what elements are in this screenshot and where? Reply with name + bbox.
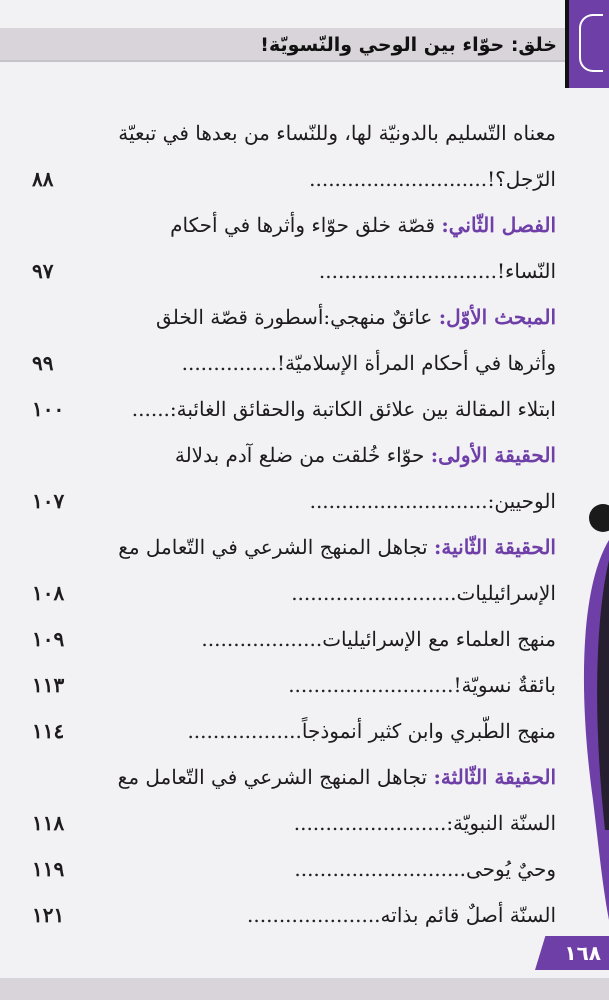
toc-page-number: ١١٣ bbox=[32, 673, 65, 697]
toc-entry-title: النّساء! bbox=[496, 259, 556, 283]
toc-entry-text bbox=[288, 662, 556, 708]
toc-entry bbox=[32, 386, 556, 432]
toc-entry-title: منهج العلماء مع الإسرائيليات bbox=[322, 627, 556, 651]
toc-section-label: الحقيقة الأولى: bbox=[430, 443, 556, 467]
toc-entry bbox=[32, 846, 556, 892]
toc-page-number: ١٠٩ bbox=[32, 627, 65, 651]
toc-entry-text bbox=[319, 248, 556, 294]
toc-section-label: الفصل الثّاني: bbox=[441, 213, 556, 237]
toc-entry bbox=[32, 110, 556, 156]
toc-section-label: الحقيقة الثّالثة: bbox=[433, 765, 556, 789]
toc-entry bbox=[32, 202, 556, 248]
toc-leader-dots: .......................... bbox=[288, 673, 454, 697]
toc-entry bbox=[32, 524, 556, 570]
toc-entry-title: وحيٌ يُوحى bbox=[466, 857, 556, 881]
page-header bbox=[0, 0, 609, 86]
toc-leader-dots: .................. bbox=[187, 719, 302, 743]
toc-entry-text bbox=[118, 110, 556, 156]
toc-section-label: المبحث الأوّل: bbox=[438, 305, 556, 329]
toc-entry-title: معناه التّسليم بالدونيّة لها، وللنّساء من بعدها في تبعيّة bbox=[118, 121, 556, 145]
toc-entry bbox=[32, 800, 556, 846]
toc-entry bbox=[32, 248, 556, 294]
toc-entry-text bbox=[310, 478, 556, 524]
toc-page-number: ١١٩ bbox=[32, 857, 65, 881]
toc-leader-dots: ..................... bbox=[247, 903, 381, 927]
toc-entry bbox=[32, 708, 556, 754]
toc-entry-title: تجاهل المنهج الشرعي في التّعامل مع bbox=[118, 535, 434, 559]
toc-entry-title: وأثرها في أحكام المرأة الإسلاميّة! bbox=[276, 351, 556, 375]
toc-entry-title: قصّة خلق حوّاء وأثرها في أحكام bbox=[170, 213, 442, 237]
toc-leader-dots: .......................... bbox=[291, 581, 457, 605]
toc-page-number: ٩٩ bbox=[32, 351, 54, 375]
toc-entry-title: عائقٌ منهجي:أسطورة قصّة الخلق bbox=[156, 305, 439, 329]
toc-entry bbox=[32, 662, 556, 708]
toc-entry-title: تجاهل المنهج الشرعي في التّعامل مع bbox=[117, 765, 434, 789]
toc-entry-title: حوّاء خُلقت من ضلع آدم بدلالة bbox=[174, 443, 431, 467]
toc-entry-text bbox=[294, 800, 556, 846]
toc-leader-dots: ............................ bbox=[309, 167, 488, 191]
toc-page-number: ١٠٨ bbox=[32, 581, 65, 605]
toc-page-number: ١١٨ bbox=[32, 811, 65, 835]
toc-entry-title: الرّجل؟! bbox=[487, 167, 556, 191]
toc-entry-text bbox=[294, 846, 556, 892]
book-title: خلق: حوّاء بين الوحي والنّسويّة! bbox=[260, 34, 557, 56]
toc-entry-title: منهج الطّبري وابن كثير أنموذجاً bbox=[301, 719, 556, 743]
toc-entry bbox=[32, 340, 556, 386]
footer-bar bbox=[0, 978, 609, 1000]
toc-leader-dots: ........................ bbox=[293, 811, 447, 835]
toc-leader-dots: ...... bbox=[131, 397, 170, 421]
book-logo bbox=[565, 0, 609, 88]
toc-entry-text bbox=[156, 294, 556, 340]
toc-page-number: ٨٨ bbox=[32, 167, 54, 191]
toc-entry bbox=[32, 616, 556, 662]
toc-entry bbox=[32, 570, 556, 616]
toc-entry bbox=[32, 294, 556, 340]
toc-leader-dots: ............................ bbox=[318, 259, 497, 283]
toc-entry-text bbox=[175, 432, 556, 478]
toc-leader-dots: ................... bbox=[201, 627, 323, 651]
toc-entry-title: بائقةٌ نسويّة! bbox=[453, 673, 556, 697]
table-of-contents bbox=[32, 110, 556, 938]
toc-entry-text bbox=[309, 156, 556, 202]
toc-entry-text bbox=[118, 754, 556, 800]
toc-section-label: الحقيقة الثّانية: bbox=[433, 535, 556, 559]
toc-entry-text bbox=[182, 340, 556, 386]
toc-entry-text bbox=[247, 892, 556, 938]
toc-entry bbox=[32, 478, 556, 524]
toc-leader-dots: ........................... bbox=[294, 857, 467, 881]
toc-entry-title: السنّة النبويّة: bbox=[446, 811, 556, 835]
face-profile-icon bbox=[579, 14, 603, 72]
toc-entry-title: الإسرائيليات bbox=[456, 581, 556, 605]
toc-page-number: ١٠٧ bbox=[32, 489, 65, 513]
toc-entry-title: ابتلاء المقالة بين علائق الكاتبة والحقائق الغائبة: bbox=[169, 397, 556, 421]
toc-entry-text bbox=[187, 708, 556, 754]
toc-entry bbox=[32, 892, 556, 938]
toc-entry-text bbox=[291, 570, 556, 616]
toc-entry-text bbox=[201, 616, 556, 662]
page-number: ١٦٨ bbox=[564, 941, 601, 965]
toc-entry-text bbox=[170, 202, 556, 248]
toc-page-number: ١٠٠ bbox=[32, 397, 65, 421]
toc-entry bbox=[32, 432, 556, 478]
toc-entry-title: السنّة أصلٌ قائم بذاته bbox=[380, 903, 556, 927]
toc-entry-text bbox=[132, 386, 556, 432]
toc-entry-text bbox=[118, 524, 556, 570]
toc-entry bbox=[32, 156, 556, 202]
toc-entry-title: الوحيين: bbox=[487, 489, 556, 513]
decorative-figure bbox=[559, 500, 609, 920]
toc-entry bbox=[32, 754, 556, 800]
toc-page-number: ٩٧ bbox=[32, 259, 54, 283]
toc-page-number: ١٢١ bbox=[32, 903, 65, 927]
toc-page-number: ١١٤ bbox=[32, 719, 65, 743]
toc-leader-dots: ............... bbox=[181, 351, 277, 375]
toc-leader-dots: ............................ bbox=[309, 489, 488, 513]
